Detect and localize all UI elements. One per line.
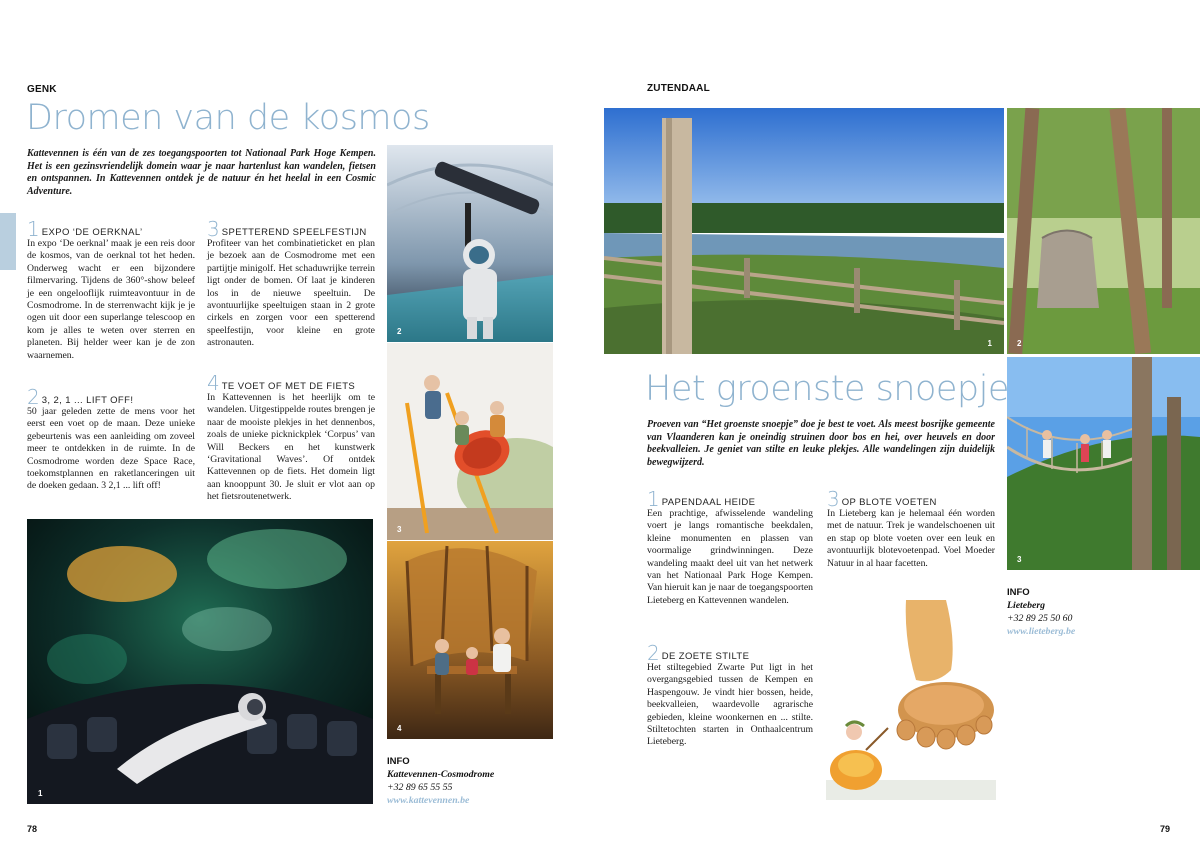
- photo-number: 2: [1017, 339, 1022, 348]
- right-page-title: Het groenste snoepje: [645, 369, 1009, 409]
- info-label: INFO: [1007, 587, 1030, 598]
- right-kicker: ZUTENDAAL: [647, 83, 710, 94]
- rope-bridge-illustration: [1007, 357, 1200, 570]
- left-section-3: [207, 218, 375, 350]
- barefoot-illustration: [826, 600, 996, 800]
- photo-picnic: [387, 541, 553, 739]
- photo-number: 1: [987, 339, 992, 348]
- section-number: 3: [827, 487, 840, 511]
- forest-illustration: [1007, 108, 1200, 354]
- info-label: INFO: [387, 756, 410, 767]
- photo-number: 3: [397, 525, 402, 534]
- lake-illustration: [604, 108, 1004, 354]
- photo-number: 2: [397, 327, 402, 336]
- info-website-link[interactable]: www.lieteberg.be: [1007, 626, 1076, 637]
- right-section-2: [647, 642, 813, 749]
- section-title: EXPO ‘DE OERKNAL’: [41, 227, 143, 238]
- info-phone: +32 89 65 55 55: [387, 782, 453, 793]
- playground-illustration: [387, 343, 553, 540]
- left-intro: Kattevennen is één van de zes toegangspoorten tot Nationaal Park Hoge Kempen. Het is een gezinsvriendelijk domein waar je naar hartenlust kan wandelen, fietsen en ontspannen. In Kattevennen ontdek je de natuur én het heelal in een Cosmic Adventure.: [27, 148, 376, 197]
- right-page-number: 79: [1160, 824, 1171, 834]
- section-number: 2: [27, 385, 40, 409]
- photo-number: 4: [397, 724, 402, 733]
- section-number: 4: [207, 371, 220, 395]
- section-title: SPETTEREND SPEELFESTIJN: [221, 227, 367, 238]
- info-website-link[interactable]: www.kattevennen.be: [387, 795, 470, 806]
- right-section-3: [827, 488, 995, 570]
- section-text: In expo ‘De oerknal’ maak je een reis door de kosmos, van de oerknal tot het heden. Onderweg wacht er een bijzondere filmervaring. Tijdens de 360°-show beleef je een ongelooflijk ruimteavontuur in de Cosmodrome. In de sterrenwacht kijk je je ogen uit door een superlange telescoop en kom je alles te weten over sterren en planeten. Bij helder weer kan je de zon waarnemen.: [27, 238, 195, 361]
- right-intro: Proeven van “Het groenste snoepje” doe je best te voet. Als meest bosrijke gemeente van Vlaanderen kan je oneindig struinen door bos en hei, over heuvels en door beekvalleien. Je geniet van stilte en leuke plekjes. Alle wandelingen zijn duidelijk bewegwijzerd.: [647, 419, 995, 468]
- section-text: Profiteer van het combinatieticket en plan je bezoek aan de Cosmodrome met een partijtje minigolf. Het schaduwrijke terrein ligt onder de bomen. Of laat je kinderen los in de nieuwe speeltuin. De avontuurlijke speeltuigen staan in 2 grote cirkels en zorgen voor een spetterend speelfestijn, voor kleine en grote astronauten.: [207, 238, 375, 349]
- section-title: PAPENDAAL HEIDE: [661, 497, 756, 508]
- section-text: Een prachtige, afwisselende wandeling voert je langs romantische beekdalen, kleine monumenten en plassen van voormalige grindwinningen. Deze wandeling maakt deel uit van het netwerk van het Nationaal Park Hoge Kempen. Van hieruit kan je naar de toegangspoorten Lieteberg en Kattevennen wandelen.: [647, 508, 813, 606]
- photo-number: 3: [1017, 555, 1022, 564]
- photo-telescope-astronaut: [387, 145, 553, 342]
- section-number: 2: [647, 641, 660, 665]
- section-number: 1: [27, 217, 40, 241]
- foot-drawing: [826, 600, 996, 800]
- photo-rope-bridge: [1007, 357, 1200, 570]
- section-text: In Kattevennen is het heerlijk om te wandelen. Uitgestippelde routes brengen je naar de mooiste plekjes in het dennenbos, zoals de unieke picknickplek ‘Corpus’ van Will Beckers en het kunstwerk ‘Gravitational Waves’. Of ontdek Kattevennen op de fiets. Het domein ligt aan knooppunt 30. Je sluit er vlot aan op het fietsroutenetwerk.: [207, 392, 375, 503]
- cosmodrome-illustration: [27, 519, 373, 804]
- section-text: 50 jaar geleden zette de mens voor het eerst een voet op de maan. Deze unieke gebeurtenis was een aanleiding om zoveel meer te ontdekken in de ruimte. In de Cosmodrome worden deze Space Race, toekomstplannen en raketlanceringen uit de doeken gedaan. 3 2,1 ... lift off!: [27, 406, 195, 492]
- left-kicker: GENK: [27, 84, 57, 95]
- photo-forest-monument: [1007, 108, 1200, 354]
- info-name: Lieteberg: [1007, 600, 1046, 611]
- section-number: 3: [207, 217, 220, 241]
- section-title: 3, 2, 1 ... LIFT OFF!: [41, 395, 134, 406]
- left-section-1: [27, 218, 195, 362]
- section-text: Het stiltegebied Zwarte Put ligt in het overgangsgebied tussen de Kempen en Haspengouw. Je vindt hier bossen, heide, beekvalleien, waardevolle agrarische gebieden, kleine woonkernen en ... stilte. Stiltetochten starten in Onthaalcentrum Lieteberg.: [647, 662, 813, 748]
- photo-playground: [387, 343, 553, 540]
- section-title: TE VOET OF MET DE FIETS: [221, 381, 356, 392]
- left-info-block: [387, 755, 557, 807]
- picnic-illustration: [387, 541, 553, 739]
- left-page-title: Dromen van de kosmos: [26, 98, 430, 138]
- photo-lake-fence: [604, 108, 1004, 354]
- right-section-1: [647, 488, 813, 607]
- left-page-tab: [0, 213, 16, 270]
- section-number: 1: [647, 487, 660, 511]
- left-section-2: [27, 386, 195, 493]
- photo-number: 1: [38, 789, 43, 798]
- right-info-block: [1007, 586, 1177, 638]
- photo-cosmodrome-dome: [27, 519, 373, 804]
- section-title: OP BLOTE VOETEN: [841, 497, 937, 508]
- info-phone: +32 89 25 50 60: [1007, 613, 1073, 624]
- left-page-number: 78: [27, 824, 38, 834]
- info-name: Kattevennen-Cosmodrome: [387, 769, 495, 780]
- section-title: DE ZOETE STILTE: [661, 651, 750, 662]
- section-text: In Lieteberg kan je helemaal één worden met de natuur. Trek je wandelschoenen uit en stap op blote voeten over een leuk en avontuurlijk blotevoetenpad. Voel Moeder Natuur in al haar facetten.: [827, 508, 995, 569]
- left-section-4: [207, 372, 375, 504]
- telescope-illustration: [387, 145, 553, 342]
